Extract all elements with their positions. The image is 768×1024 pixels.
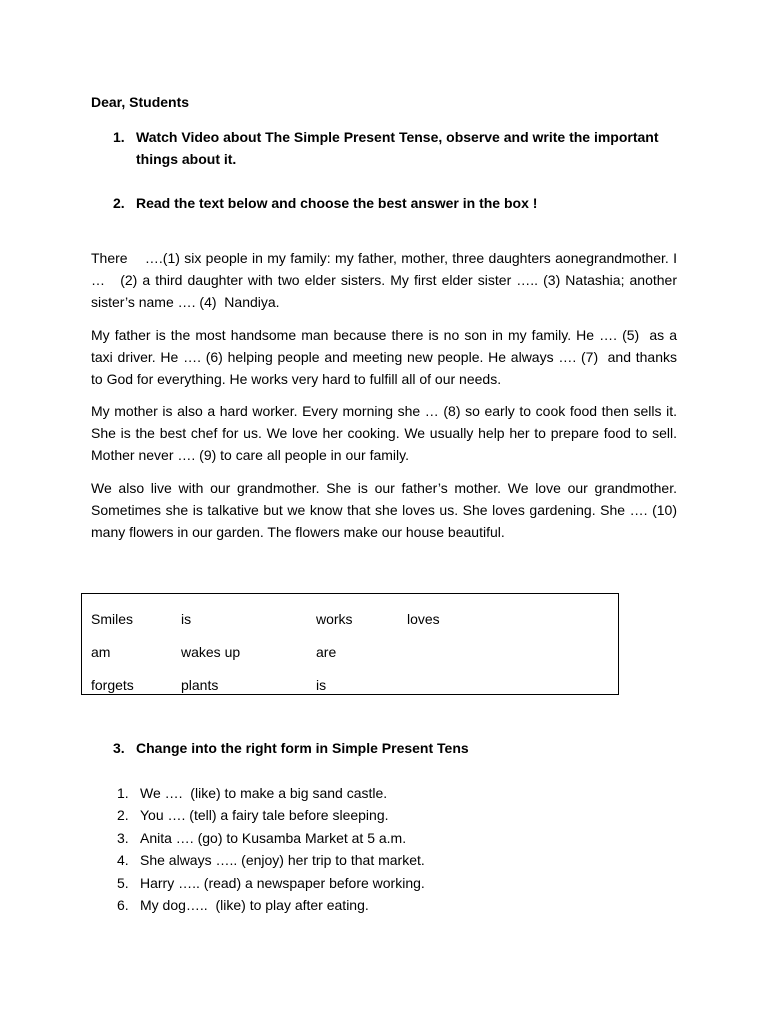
word-box-item: is bbox=[181, 611, 192, 627]
exercise-text: She always ….. (enjoy) her trip to that market. bbox=[140, 852, 425, 869]
word-box-item: Smiles bbox=[91, 611, 134, 627]
instruction-3 bbox=[113, 737, 683, 759]
instruction-text: Change into the right form in Simple Present Tens bbox=[136, 740, 469, 756]
exercise-number: 4. bbox=[117, 852, 129, 869]
word-box-item: wakes up bbox=[181, 644, 241, 660]
exercise-list bbox=[117, 782, 425, 916]
word-box-item: plants bbox=[181, 677, 219, 693]
instruction-1 bbox=[113, 126, 683, 170]
exercise-number: 3. bbox=[117, 829, 129, 846]
instruction-text: Watch Video about The Simple Present Tense, observe and write the important things about it. bbox=[136, 129, 659, 167]
word-box-item: is bbox=[316, 677, 327, 693]
exercise-item bbox=[117, 827, 425, 849]
paragraph-family: There ….(1) six people in my family: my father, mother, three daughters aonegrandmother. I … (2) a third daughter with two elder sisters. My first elder sister ….. (3) Natashia; another sister’s name …. (4) Nandiya. bbox=[91, 250, 677, 310]
instruction-number: 1. bbox=[113, 129, 125, 145]
exercise-number: 1. bbox=[117, 785, 129, 801]
word-box-item: works bbox=[316, 611, 353, 627]
word-box-item: loves bbox=[407, 611, 440, 627]
greeting: Dear, Students bbox=[91, 94, 190, 110]
exercise-number: 6. bbox=[117, 897, 129, 914]
exercise-item bbox=[117, 782, 425, 804]
exercise-text: We …. (like) to make a big sand castle. bbox=[140, 785, 388, 801]
word-box bbox=[81, 593, 619, 695]
instruction-2 bbox=[113, 192, 683, 214]
paragraph-father: My father is the most handsome man because there is no son in my family. He …. (5) as a taxi driver. He …. (6) helping people and meeting new people. He always …. (7) and thanks to God for everything. He works very hard to fulfill all of our needs. bbox=[91, 327, 677, 387]
word-box-item: are bbox=[316, 644, 337, 660]
exercise-text: My dog….. (like) to play after eating. bbox=[140, 897, 369, 914]
exercise-text: Harry ….. (read) a newspaper before working. bbox=[140, 874, 425, 891]
instruction-number: 2. bbox=[113, 195, 125, 211]
instruction-text: Read the text below and choose the best answer in the box ! bbox=[136, 195, 538, 211]
exercise-number: 2. bbox=[117, 807, 129, 824]
exercise-text: Anita …. (go) to Kusamba Market at 5 a.m. bbox=[140, 829, 407, 846]
word-box-item: forgets bbox=[91, 677, 134, 693]
paragraph-grandmother: We also live with our grandmother. She is our father’s mother. We love our grandmother. Sometimes she is talkative but we know that she loves us. She loves gardening. She …. (10) many flowers in our garden. The flowers make our house beautiful. bbox=[91, 480, 677, 540]
exercise-item bbox=[117, 849, 425, 871]
exercise-item bbox=[117, 872, 425, 894]
paragraph-mother: My mother is also a hard worker. Every morning she … (8) so early to cook food then sells it. She is the best chef for us. We love her cooking. We usually help her to prepare food to sell. Mother never …. (9) to care all people in our family. bbox=[91, 403, 677, 463]
exercise-item bbox=[117, 804, 425, 826]
instruction-number: 3. bbox=[113, 740, 125, 756]
word-box-item: am bbox=[91, 644, 111, 660]
exercise-text: You …. (tell) a fairy tale before sleeping. bbox=[140, 807, 389, 824]
exercise-number: 5. bbox=[117, 874, 129, 891]
exercise-item bbox=[117, 894, 425, 916]
